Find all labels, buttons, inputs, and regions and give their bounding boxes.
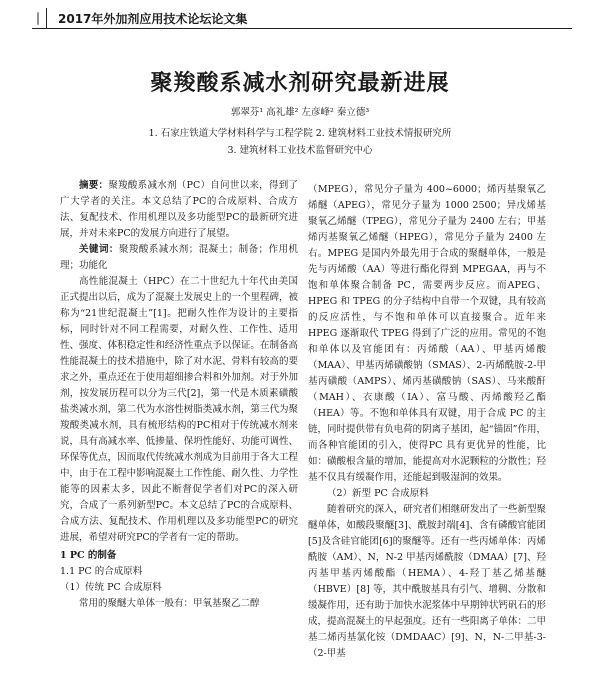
keywords (60, 242, 298, 274)
abstract (60, 178, 298, 242)
section-heading-1-1-1: （1）传统 PC 合成原料 (60, 582, 162, 593)
keywords-text: 聚羧酸系减水剂；混凝土；制备；作用机理；功能化 (60, 244, 298, 271)
running-header-title: 2017年外加剂应用技术论坛论文集 (58, 12, 248, 26)
section-heading-1-1: 1.1 PC 的合成原料 (60, 566, 143, 577)
left-column (60, 178, 298, 612)
body-tail: 常用的聚醚大单体一般有：甲氧基聚乙二醇 (79, 598, 260, 609)
keywords-label: 关键词： (79, 244, 119, 255)
affiliation-line-2: 3. 建筑材料工业技术监督研究中心 (227, 145, 373, 156)
section-heading-2: （2）新型 PC 合成原料 (327, 488, 429, 499)
paper-title: 聚羧酸系减水剂研究最新进展 (150, 71, 450, 96)
right-column (308, 182, 546, 662)
header-divider (46, 8, 47, 28)
right-paragraph-1: （MPEG），常见分子量为 400~6000；烯丙基聚氧乙烯醚（APEG），常见分子量为 1000 2500；异戊烯基聚氧乙烯醚（TPEG），常见分子量为 2400 左右；甲基烯丙基聚氧乙烯醚（HPEG），常见分子量为 2400 左右。MPEG 是国内外最先用于合成的聚醚单体，一般是先与丙烯酸（AA）等进行酯化得到 MPEGAA，再与不饱和单体聚合制备 PC，需要两步反应。而APEG、HPEG 和 TPEG 的分子结构中自带一个双键，具有较高的反应活性，与不饱和单体可以直接聚合。近年来 HPEG 逐渐取代 TPEG 得到了广泛的应用。常见的不饱和单体以及官能团有：丙烯酸（AA）、甲基丙烯酸（MAA）、甲基丙烯磺酸钠（SMAS）、2-丙烯酰胺-2-甲基丙磺酸（AMPS）、烯丙基磺酸钠（SAS）、马来酸酐（MAH）、衣康酸（IA）、富马酸、丙烯酸羟乙酯（HEA）等。不饱和单体具有双键，用于合成 PC 的主链，同时提供带有负电荷的阴离子基团，起“锚固”作用，而各种官能团的引入，使得PC 具有更优异的性能，比如：磺酸根含量的增加，能提高对水泥颗粒的分散性；羟基不仅具有缓凝作用，还能起到吸湿润的效果。 (308, 184, 546, 483)
abstract-label: 摘要： (79, 180, 109, 191)
right-paragraph-2: 随着研究的深入，研究者们相继研发出了一些新型聚醚单体，如酸段聚醚[3]、酰胺封端[4]、含有磷酸官能团[5]及含硅官能团[6]的聚醚等。还有一些丙烯单体：丙烯酰胺（AM）、N，N-2 甲基丙烯酰胺（DMAA）[7]、羟丙基甲基丙烯酸酯（HEMA）、4-羟丁基乙烯基醚（HBVE）[8] 等，其中酰胺基具有引气、增稠、分散和缓凝作用，还有助于加快水泥浆体中早期钟状钙矾石的形成，提高混凝土的早起强度。还有一些阳离子单体：二甲基二烯丙基氯化铵（DMDAAC）[9]、N，N-二甲基-3-（2-甲基 (308, 504, 546, 659)
header-rule (32, 28, 572, 29)
intro-paragraph: 高性能混凝土（HPC）在二十世纪九十年代由美国正式提出以后，成为了混凝土发展史上的一个里程碑，被称为“21世纪混凝土”[1]。把耐久性作为设计的主要指标，同时针对不同工程需要，对耐久性、工作性、适用性、强度、体积稳定性和经济性重点予以保证。在制备高性能混凝土的技术措施中，除了对水泥、骨料有较高的要求之外，重点还在于使用超细掺合料和外加剂。对于外加剂，按发展历程可以分为三代[2]，第一代是木质素磺酸盐类减水剂，第二代为水溶性树脂类减水剂，第三代为聚羧酸类减水剂，具有梳形结构的PC相对于传统减水剂来说，具有高减水率、低掺量、保坍性能好、功能可调性、环保等优点，因而取代传统减水剂成为目前用于各大工程中，由于在工程中影响混凝土工作性能、耐久性、力学性能等的因素太多，因此不断督促学者们对PC的深入研究，合成了一系列新型PC。本文总结了PC的合成原料、合成方法、复配技术、作用机理以及多功能型PC的研究进展，希望对研究PC的学者有一定的帮助。 (60, 276, 298, 543)
abstract-text: 聚羧酸系减水剂（PC）自问世以来，得到了广大学者的关注。本文总结了PC的合成原料、合成方法、复配技术、作用机理以及多功能型PC的最新研究进展，并对未来PC的发展方向进行了展望。 (60, 180, 298, 239)
running-header (32, 8, 572, 30)
section-heading-1: 1 PC 的制备 (60, 550, 117, 561)
paper-authors: 郭翠芬¹ 高礼雄² 左彦峰² 秦立德³ (230, 107, 370, 118)
affiliation-line-1: 1. 石家庄铁道大学材料科学与工程学院 2. 建筑材料工业技术情报研究所 (148, 128, 452, 139)
page-mark: ｜ (32, 12, 45, 26)
